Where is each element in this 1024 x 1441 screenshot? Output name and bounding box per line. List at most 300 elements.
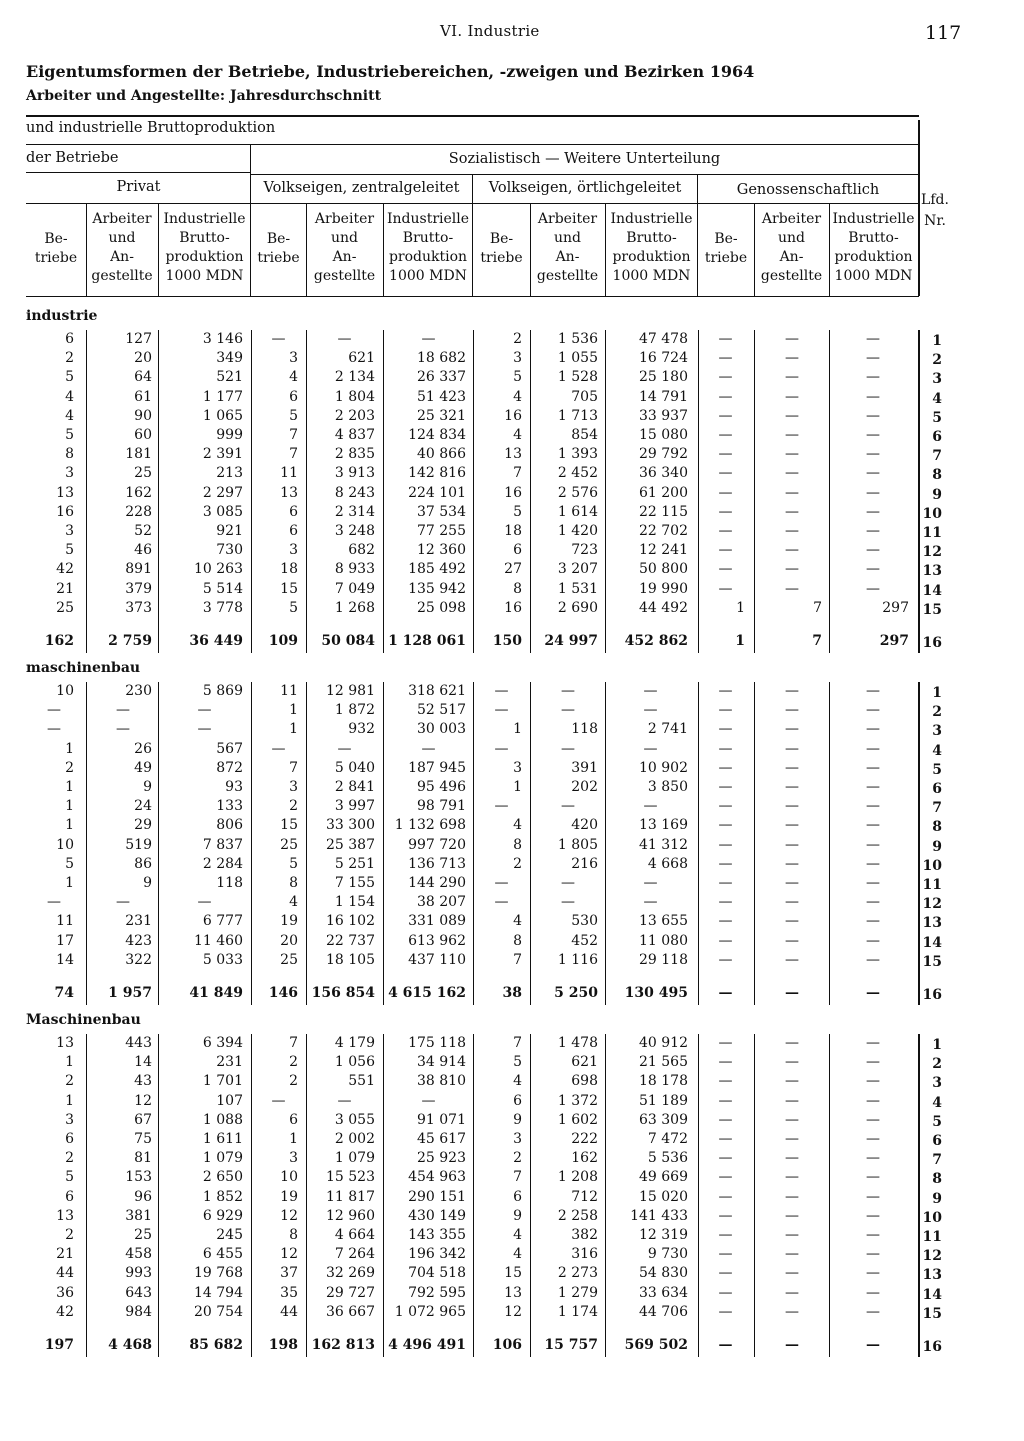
table-cell: — (494, 740, 509, 757)
rule-col-body (473, 682, 474, 1005)
rule-col-body (86, 1034, 87, 1357)
rule-col-body (158, 682, 159, 1005)
table-cell: 5 (513, 369, 522, 386)
table-cell: — (785, 1246, 799, 1263)
header-volkseigen-zentral: Volkseigen, zentralgeleitet (263, 180, 460, 196)
lfd-nr-cell: 6 (932, 429, 942, 445)
table-cell: 458 (125, 1246, 152, 1263)
table-cell: — (718, 388, 733, 405)
table-cell: 12 981 (326, 683, 375, 699)
table-cell: 5 536 (647, 1150, 688, 1167)
table-cell: 7 (289, 759, 298, 776)
table-cell: — (866, 1111, 880, 1128)
table-cell: 85 682 (189, 1337, 243, 1353)
table-cell: 443 (125, 1035, 152, 1051)
table-cell: 8 933 (334, 561, 375, 578)
table-cell: — (718, 484, 733, 501)
table-cell: — (421, 1092, 436, 1109)
table-cell: 29 (134, 817, 152, 834)
table-cell: — (785, 1188, 799, 1205)
table-cell: 569 502 (624, 1337, 688, 1353)
table-cell: — (561, 875, 575, 891)
table-cell: 430 149 (408, 1207, 466, 1224)
table-cell: 9 730 (647, 1246, 688, 1263)
table-cell: — (866, 561, 880, 578)
table-cell: — (718, 1284, 733, 1301)
table-cell: — (785, 1207, 799, 1224)
table-cell: 437 110 (408, 951, 466, 968)
lfd-nr-cell: 10 (922, 505, 942, 522)
table-cell: 228 (125, 503, 152, 520)
table-cell: 381 (125, 1207, 152, 1224)
table-cell: 15 757 (544, 1337, 598, 1353)
table-cell: 297 (879, 633, 909, 649)
table-cell: 12 241 (639, 542, 688, 559)
rule-col-body (306, 330, 307, 653)
table-cell: 51 423 (417, 388, 466, 405)
table-cell: 4 (513, 1227, 522, 1243)
table-cell: 6 929 (202, 1207, 243, 1224)
table-cell: 15 020 (639, 1188, 688, 1205)
table-cell: 4 (513, 427, 522, 443)
table-cell: 382 (571, 1227, 598, 1243)
table-cell: — (785, 388, 799, 405)
table-cell: 1 478 (557, 1035, 598, 1051)
rule-col-body (605, 1034, 606, 1357)
table-cell: 1 079 (202, 1150, 243, 1167)
table-cell: 36 340 (639, 465, 688, 482)
lfd-nr-cell: 3 (932, 723, 942, 740)
table-cell: — (718, 932, 733, 949)
table-cell: 77 255 (417, 523, 466, 539)
table-cell: — (718, 779, 733, 795)
table-cell: 420 (571, 817, 598, 834)
table-cell: 150 (492, 633, 522, 649)
table-cell: 19 (280, 913, 298, 930)
rule-col-body (86, 682, 87, 1005)
table-cell: — (718, 561, 733, 578)
table-cell: 6 394 (202, 1035, 243, 1051)
lfd-nr-cell: 3 (932, 371, 942, 388)
table-cell: — (421, 331, 436, 347)
table-cell: 146 (268, 985, 298, 1001)
table-cell: — (866, 465, 880, 482)
table-cell: — (718, 1150, 733, 1167)
table-cell: 20 754 (194, 1303, 243, 1320)
table-cell: — (718, 350, 733, 367)
table-cell: — (718, 503, 733, 520)
table-cell: 144 290 (408, 875, 466, 891)
rule-col-body (530, 1034, 531, 1357)
table-cell: 40 912 (639, 1035, 688, 1051)
table-cell: — (866, 503, 880, 520)
table-cell: — (785, 1227, 799, 1243)
table-cell: 921 (216, 523, 243, 539)
table-cell: 11 (280, 465, 298, 482)
table-cell: 2 841 (334, 779, 375, 795)
table-cell: — (785, 1265, 799, 1282)
rule-col-body (251, 1034, 252, 1357)
table-cell: 4 (513, 1246, 522, 1263)
table-cell: 1 872 (334, 702, 375, 719)
table-cell: 2 (513, 855, 522, 872)
table-cell: 10 (56, 683, 74, 699)
rule-row1 (26, 144, 919, 145)
table-cell: 14 791 (639, 388, 688, 405)
table-cell: — (785, 721, 799, 738)
table-cell: — (866, 1303, 880, 1320)
table-cell: 19 768 (194, 1265, 243, 1282)
table-cell: 33 634 (639, 1284, 688, 1301)
table-cell: — (718, 683, 733, 699)
table-cell: — (718, 913, 733, 930)
table-cell: 2 284 (202, 855, 243, 872)
table-cell: 156 854 (311, 985, 375, 1001)
table-cell: — (866, 894, 880, 911)
table-cell: — (785, 932, 799, 949)
rule-col-body (829, 1034, 830, 1357)
table-cell: — (718, 1169, 733, 1186)
table-cell: 42 (56, 1303, 74, 1320)
table-cell: 4 (513, 913, 522, 930)
table-cell: 1 279 (557, 1284, 598, 1301)
table-cell: — (494, 875, 509, 891)
table-cell: 7 (513, 1035, 522, 1051)
table-cell: 8 (513, 580, 522, 597)
table-cell: — (785, 1054, 799, 1071)
table-cell: 198 (268, 1337, 298, 1353)
table-cell: — (718, 740, 733, 757)
table-cell: 118 (571, 721, 598, 738)
table-cell: 216 (571, 855, 598, 872)
header-sozialistisch: Sozialistisch — Weitere Unterteilung (448, 151, 721, 167)
table-cell: 999 (216, 427, 243, 443)
table-cell: 3 (513, 759, 522, 776)
table-cell: — (785, 951, 799, 968)
table-cell: 25 (56, 599, 74, 616)
table-cell: 37 (280, 1265, 298, 1282)
table-cell: 997 720 (408, 836, 466, 853)
rule-col-header (829, 204, 830, 296)
rule-col-body (251, 330, 252, 653)
table-cell: 35 (280, 1284, 298, 1301)
table-cell: 124 834 (408, 427, 466, 443)
lfd-nr-cell: 3 (932, 1075, 942, 1092)
table-cell: 25 387 (326, 836, 375, 853)
table-cell: — (866, 855, 880, 872)
table-cell: 96 (134, 1188, 152, 1205)
table-cell: 1 079 (334, 1150, 375, 1167)
table-cell: 142 816 (408, 465, 466, 482)
table-cell: 25 923 (417, 1150, 466, 1167)
table-cell: — (643, 702, 658, 719)
table-cell: 1 420 (557, 523, 598, 539)
lfd-nr-cell: 11 (922, 525, 942, 541)
table-cell: 3 (289, 779, 298, 795)
table-cell: 7 (513, 465, 522, 482)
table-cell: — (718, 407, 733, 424)
table-cell: 13 (280, 484, 298, 501)
table-cell: 3 207 (557, 561, 598, 578)
table-cell: 806 (216, 817, 243, 834)
table-cell: 1 393 (557, 446, 598, 463)
table-cell: — (718, 1188, 733, 1205)
table-cell: — (718, 1054, 733, 1071)
table-cell: 872 (216, 759, 243, 776)
table-cell: 7 049 (334, 580, 375, 597)
table-cell: 20 (134, 350, 152, 367)
rule-col-header (306, 204, 307, 296)
table-cell: 81 (134, 1150, 152, 1167)
table-cell: 7 (289, 1035, 298, 1051)
table-cell: 6 (513, 1188, 522, 1205)
table-cell: 20 (280, 932, 298, 949)
table-cell: 379 (125, 580, 152, 597)
rule-col-body (754, 330, 755, 653)
table-cell: 6 (65, 1188, 74, 1205)
table-cell: 231 (125, 913, 152, 930)
table-cell: 3 (289, 350, 298, 367)
table-cell: 12 (134, 1092, 152, 1109)
table-cell: — (197, 721, 212, 738)
table-cell: — (866, 779, 880, 795)
table-cell: — (718, 1246, 733, 1263)
lfd-nr-cell: 4 (932, 390, 942, 407)
table-cell: 12 960 (326, 1207, 375, 1224)
table-cell: — (785, 1035, 799, 1051)
table-cell: 24 997 (544, 633, 598, 649)
table-cell: 1 116 (557, 951, 598, 968)
table-cell: 2 297 (202, 484, 243, 501)
table-cell: 213 (216, 465, 243, 482)
lfd-nr-cell: 2 (932, 704, 942, 721)
table-cell: 2 835 (334, 446, 375, 463)
table-cell: 1 088 (202, 1111, 243, 1128)
rule-col-body (306, 1034, 307, 1357)
rule-col-body (698, 330, 699, 653)
table-cell: — (785, 1092, 799, 1109)
table-cell: 7 (289, 427, 298, 443)
table-cell: 24 (134, 798, 152, 815)
table-cell: — (718, 951, 733, 968)
lfd-nr-cell: 14 (922, 1286, 942, 1303)
table-cell: — (494, 894, 509, 911)
rule-col-body (383, 682, 384, 1005)
table-cell: 4 (513, 817, 522, 834)
table-cell: 6 455 (202, 1246, 243, 1263)
table-cell: — (866, 1284, 880, 1301)
lfd-nr-cell: 15 (922, 953, 942, 970)
table-cell: 135 942 (408, 580, 466, 597)
table-cell: 698 (571, 1073, 598, 1090)
table-cell: 185 492 (408, 561, 466, 578)
table-cell: 9 (513, 1111, 522, 1128)
table-cell: 3 (289, 542, 298, 559)
table-cell: 12 319 (639, 1227, 688, 1243)
table-cell: 10 (56, 836, 74, 853)
table-cell: 1 056 (334, 1054, 375, 1071)
table-cell: 932 (348, 721, 375, 738)
lfd-nr-cell: 8 (932, 819, 942, 836)
table-cell: 6 (513, 542, 522, 559)
table-cell: 1 713 (557, 407, 598, 424)
table-cell: 891 (125, 561, 152, 578)
table-cell: 29 118 (639, 951, 688, 968)
table-cell: 1 (513, 779, 522, 795)
table-cell: 5 033 (202, 951, 243, 968)
table-cell: 40 866 (417, 446, 466, 463)
table-cell: 43 (134, 1073, 152, 1090)
table-cell: — (866, 836, 880, 853)
table-cell: — (718, 721, 733, 738)
table-cell: — (718, 542, 733, 559)
table-cell: 12 (504, 1303, 522, 1320)
table-cell: 86 (134, 855, 152, 872)
table-cell: — (561, 798, 575, 815)
table-cell: 63 309 (639, 1111, 688, 1128)
table-cell: — (785, 1073, 799, 1090)
table-cell: 6 (289, 1111, 298, 1128)
table-cell: 38 (502, 985, 522, 1001)
table-cell: — (866, 350, 880, 367)
table-cell: 14 (56, 951, 74, 968)
lfd-nr-cell: 16 (922, 635, 942, 651)
table-cell: 10 (280, 1169, 298, 1186)
rule-lfd-body (918, 682, 920, 1005)
table-cell: — (866, 1131, 880, 1147)
table-cell: — (494, 683, 509, 699)
table-cell: 2 203 (334, 407, 375, 424)
rule-header-bottom (26, 296, 919, 297)
table-cell: — (718, 1035, 733, 1051)
table-cell: 4 (65, 388, 74, 405)
lfd-nr-cell: 9 (932, 1190, 942, 1207)
lfd-nr-cell: 13 (922, 1267, 942, 1284)
table-cell: 12 (280, 1207, 298, 1224)
table-cell: 98 791 (417, 798, 466, 815)
table-cell: 13 (56, 484, 74, 501)
table-cell: 5 040 (334, 759, 375, 776)
table-cell: 290 151 (408, 1188, 466, 1205)
table-cell: — (785, 1131, 799, 1147)
table-cell: — (337, 1092, 352, 1109)
table-cell: 11 817 (326, 1188, 375, 1205)
table-cell: — (866, 580, 880, 597)
table-cell: 3 055 (334, 1111, 375, 1128)
table-cell: 60 (134, 427, 152, 443)
table-cell: 682 (348, 542, 375, 559)
table-cell: 32 269 (326, 1265, 375, 1282)
table-cell: 8 (65, 446, 74, 463)
lfd-nr-cell: 12 (922, 1248, 942, 1265)
table-cell: — (866, 683, 880, 699)
lfd-nr-cell: 16 (922, 1339, 942, 1355)
lfd-nr-cell: 14 (922, 934, 942, 951)
table-cell: 1 (65, 740, 74, 757)
lfd-nr-cell: 6 (932, 1133, 942, 1149)
table-cell: 13 (56, 1207, 74, 1224)
table-cell: 54 830 (639, 1265, 688, 1282)
table-cell: — (718, 985, 733, 1001)
table-cell: — (866, 446, 880, 463)
table-cell: 7 (812, 633, 822, 649)
table-cell: 4 664 (334, 1227, 375, 1243)
table-cell: 16 724 (639, 350, 688, 367)
table-cell: 2 452 (557, 465, 598, 482)
table-cell: 2 314 (334, 503, 375, 520)
table-cell: 1 (289, 702, 298, 719)
table-cell: — (866, 1207, 880, 1224)
table-cell: — (866, 985, 880, 1001)
table-cell: 452 (571, 932, 598, 949)
table-cell: 4 (289, 894, 298, 911)
table-cell: 12 (280, 1246, 298, 1263)
lfd-nr-cell: 10 (922, 1209, 942, 1226)
table-cell: 519 (125, 836, 152, 853)
table-cell: 18 682 (417, 350, 466, 367)
table-cell: — (866, 1337, 880, 1353)
table-cell: 4 468 (108, 1337, 152, 1353)
rule-row2-left (26, 172, 251, 173)
table-cell: 792 595 (408, 1284, 466, 1301)
table-cell: 7 472 (647, 1131, 688, 1147)
lfd-nr-cell: 2 (932, 1056, 942, 1073)
table-cell: 322 (125, 951, 152, 968)
table-cell: 3 248 (334, 523, 375, 539)
table-cell: 1 (289, 721, 298, 738)
header-lfd-nr: Lfd. Nr. (921, 192, 954, 229)
table-cell: 316 (571, 1246, 598, 1263)
rule-col-body (698, 682, 699, 1005)
table-cell: 15 080 (639, 427, 688, 443)
table-cell: 331 089 (408, 913, 466, 930)
table-cell: 18 178 (639, 1073, 688, 1090)
table-cell: 29 792 (639, 446, 688, 463)
section-label: maschinenbau (26, 660, 141, 676)
table-cell: 1 (65, 779, 74, 795)
rule-col-header (530, 204, 531, 296)
table-cell: — (866, 1035, 880, 1051)
table-cell: — (785, 523, 799, 539)
section-label: industrie (26, 308, 98, 324)
table-cell: — (116, 894, 130, 911)
table-cell: — (718, 369, 733, 386)
table-cell: 18 (280, 561, 298, 578)
table-cell: 4 496 491 (388, 1337, 466, 1353)
table-cell: 318 621 (408, 683, 466, 699)
table-cell: 5 (65, 369, 74, 386)
table-cell: 7 (289, 446, 298, 463)
table-cell: — (785, 446, 799, 463)
column-header-arbeiter: Arbeiter und An- gestellte (536, 211, 599, 284)
lfd-nr-cell: 5 (932, 1113, 942, 1130)
table-cell: — (866, 1169, 880, 1186)
lfd-nr-cell: 12 (922, 896, 942, 913)
table-cell: — (866, 1188, 880, 1205)
lfd-nr-cell: 5 (932, 761, 942, 778)
table-cell: — (718, 580, 733, 597)
table-cell: — (785, 759, 799, 776)
table-cell: 5 (289, 407, 298, 424)
table-cell: 38 810 (417, 1073, 466, 1090)
table-cell: — (718, 1207, 733, 1224)
table-cell: 61 200 (639, 484, 688, 501)
table-cell: 7 (513, 1169, 522, 1186)
table-cell: — (866, 759, 880, 776)
table-cell: 16 102 (326, 913, 375, 930)
table-cell: 106 (492, 1337, 522, 1353)
table-cell: — (643, 894, 658, 911)
